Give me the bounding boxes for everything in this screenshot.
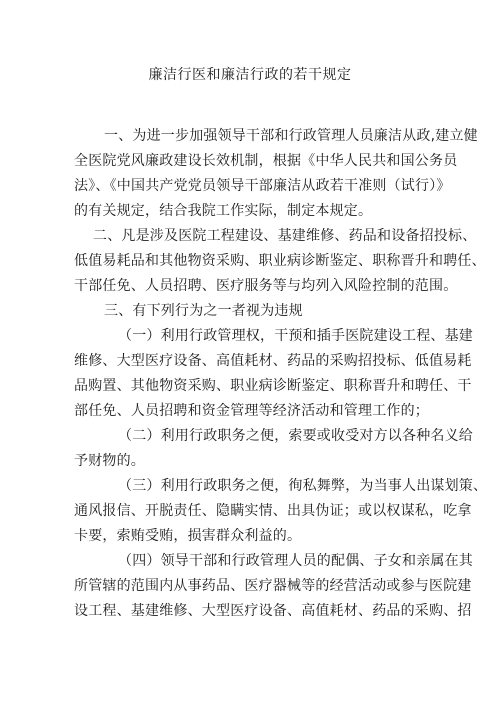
paragraph-line: （一）利用行政管理权，干预和插手医院建设工程、基建	[118, 328, 473, 344]
paragraph-line: 法》、《中国共产党党员领导干部廉洁从政若干准则（试行）》	[74, 178, 451, 194]
paragraph-line: （二）利用行政职务之便，索要或收受对方以各种名义给	[118, 428, 473, 444]
paragraph-line: 低值易耗品和其他物资采购、职业病诊断鉴定、职称晋升和聘任、	[74, 253, 486, 269]
section-heading: 三、有下列行为之一者视为违规	[104, 303, 303, 319]
paragraph-line: 予财物的。	[74, 453, 145, 469]
paragraph-line: （三）利用行政职务之便，徇私舞弊，为当事人出谋划策、	[118, 478, 488, 494]
paragraph-line: 二、凡是涉及医院工程建设、基建维修、药品和设备招投标、	[93, 228, 477, 244]
document-title: 廉洁行医和廉洁行政的若干规定	[148, 67, 352, 83]
paragraph-line: 全医院党风廉政建设长效机制，根据《中华人民共和国公务员	[74, 153, 458, 169]
paragraph-line: 通风报信、开脱责任、隐瞒实情、出具伪证；或以权谋私，吃拿	[74, 503, 472, 519]
paragraph-line: 所管辖的范围内从事药品、医疗器械等的经营活动或参与医院建	[74, 578, 472, 594]
paragraph-line: 设工程、基建维修、大型医疗设备、高值耗材、药品的采购、招	[74, 603, 472, 619]
paragraph-line: 部任免、人员招聘和资金管理等经济活动和管理工作的；	[74, 403, 429, 419]
paragraph-line: 干部任免、人员招聘、医疗服务等与均列入风险控制的范围。	[74, 278, 458, 294]
paragraph-line: 维修、大型医疗设备、高值耗材、药品的采购招投标、低值易耗	[74, 353, 472, 369]
paragraph-line: （四）领导干部和行政管理人员的配偶、子女和亲属在其	[118, 553, 473, 569]
paragraph-line: 一、为进一步加强领导干部和行政管理人员廉洁从政,建立健	[104, 128, 478, 144]
paragraph-line: 卡要，索贿受贿，损害群众利益的。	[74, 528, 302, 544]
paragraph-line: 的有关规定，结合我院工作实际，制定本规定。	[74, 203, 373, 219]
paragraph-line: 品购置、其他物资采购、职业病诊断鉴定、职称晋升和聘任、干	[74, 378, 472, 394]
